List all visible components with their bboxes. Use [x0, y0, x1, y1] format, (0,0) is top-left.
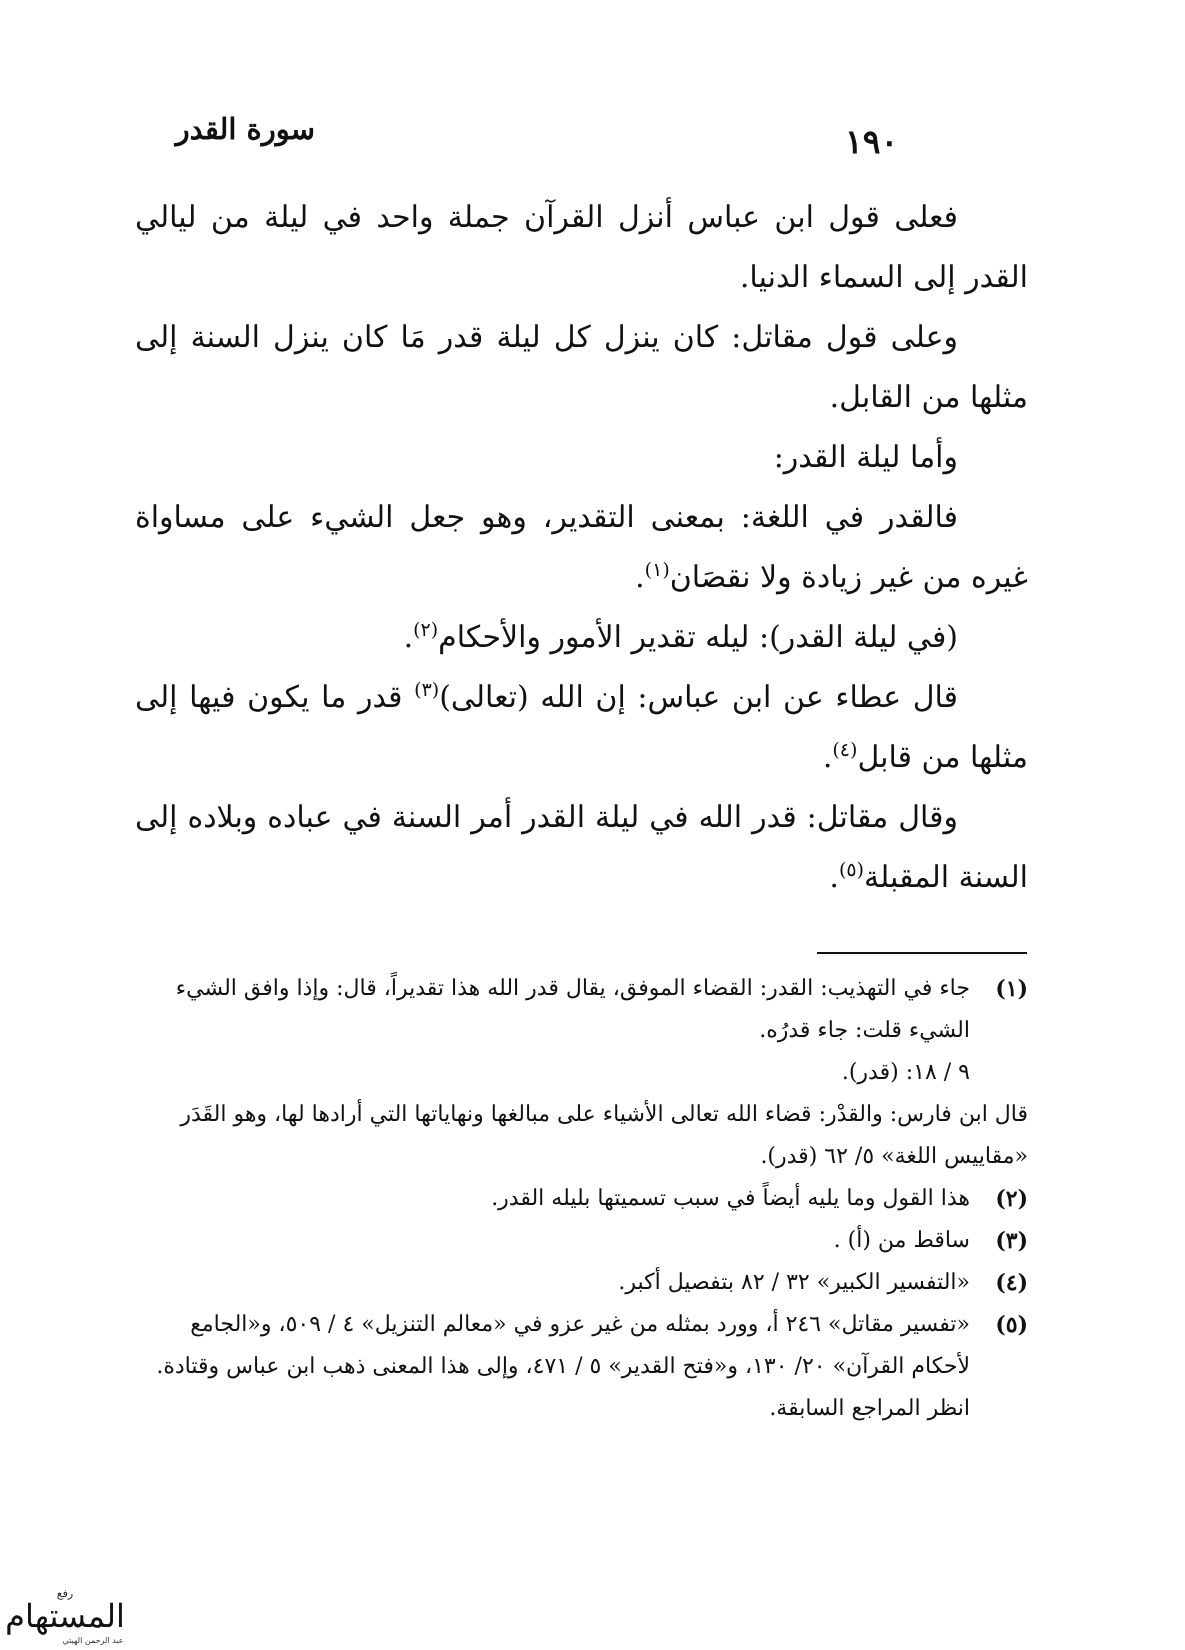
footnote-4	[135, 1262, 1028, 1304]
paragraph-5-text: (في ليلة القدر): ليله تقدير الأمور والأحكام	[438, 620, 958, 655]
logo-tagline: عبد الرحمن الهيتي	[62, 1636, 124, 1645]
footnote-line: «تفسير مقاتل» ٢٤٦ أ، وورد بمثله من غير عزو في «معالم التنزيل» ٤ / ٥٠٩، و«الجامع لأحكام القرآن» ٢٠/ ١٣٠، و«فتح القدير» ٥ / ٤٧١، وإلى هذا المعنى ذهب ابن عباس وقتادة. انظر المراجع السابقة.	[156, 1312, 970, 1421]
logo-small-text: رفع	[56, 1587, 74, 1600]
footnote-ref-1[interactable]: (١)	[644, 559, 670, 581]
footnote-line: ٩ / ١٨: (قدر).	[841, 1060, 970, 1085]
page-header-title: سورة القدر	[175, 112, 315, 146]
paragraph-3: وأما ليلة القدر:	[773, 440, 958, 475]
logo-text: المستهام	[5, 1597, 125, 1635]
footnote-2	[135, 1178, 1028, 1220]
footnote-line: «التفسير الكبير» ٣٢ / ٨٢ بتفصيل أكبر.	[618, 1270, 970, 1295]
footnote-ref-2[interactable]: (٢)	[413, 619, 439, 641]
footnote-1	[135, 968, 1028, 1094]
sentence-end: .	[635, 560, 645, 595]
page-number: ١٩٠	[845, 122, 899, 161]
main-text	[135, 188, 1028, 908]
footnote-1-continuation: قال ابن فارس: والقدْر: قضاء الله تعالى الأشياء على مبالغها ونهاياتها التي أرادها لها، وهو القَدَر «مقاييس اللغة» ٥/ ٦٢ (قدر).	[180, 1102, 1028, 1169]
footnote-line: ساقط من (أ) .	[833, 1228, 970, 1253]
paragraph-4-text: فالقدر في اللغة: بمعنى التقدير، وهو جعل الشيء على مساواة غيره من غير زيادة ولا نقصَان	[135, 500, 1028, 595]
footnote-ref-4[interactable]: (٤)	[832, 739, 858, 761]
footnote-5	[135, 1304, 1028, 1430]
publisher-logo	[5, 1583, 125, 1647]
footnotes	[135, 968, 1028, 1430]
footnote-divider	[817, 952, 1027, 954]
paragraph-7	[135, 788, 1028, 908]
sentence-end: .	[822, 740, 833, 775]
footnote-number: (٤)	[995, 1270, 1028, 1296]
paragraph-5	[135, 608, 1028, 668]
footnote-ref-5[interactable]: (٥)	[838, 859, 865, 881]
footnote-number: (٥)	[995, 1312, 1028, 1338]
paragraph-6-text-a: قال عطاء عن ابن عباس: إن الله (تعالى)	[439, 680, 958, 715]
paragraph-7-text: وقال مقاتل: قدر الله في ليلة القدر أمر السنة في عباده وبلاده إلى السنة المقبلة	[135, 800, 1028, 895]
footnote-3	[135, 1220, 1028, 1262]
footnote-line: جاء في التهذيب: القدر: القضاء الموفق، يقال قدر الله هذا تقديراً، قال: وإذا وافق الشيء الشيء قلت: جاء قدرُه.	[175, 976, 970, 1043]
sentence-end: .	[403, 620, 414, 655]
footnote-number: (٣)	[995, 1228, 1028, 1254]
footnote-number: (١)	[995, 976, 1028, 1002]
paragraph-6-text-b: قدر ما يكون فيها إلى مثلها من قابل	[135, 680, 1028, 775]
footnote-line: هذا القول وما يليه أيضاً في سبب تسميتها بليله القدر.	[491, 1186, 970, 1211]
paragraph-2: وعلى قول مقاتل: كان ينزل كل ليلة قدر مَا كان ينزل السنة إلى مثلها من القابل.	[135, 320, 1028, 415]
paragraph-1: فعلى قول ابن عباس أنزل القرآن جملة واحد في ليلة من ليالي القدر إلى السماء الدنيا.	[135, 200, 1028, 295]
paragraph-4	[135, 488, 1028, 608]
sentence-end: .	[829, 860, 839, 895]
footnote-number: (٢)	[995, 1186, 1028, 1212]
footnote-ref-3[interactable]: (٣)	[414, 679, 440, 701]
paragraph-6	[135, 668, 1028, 788]
